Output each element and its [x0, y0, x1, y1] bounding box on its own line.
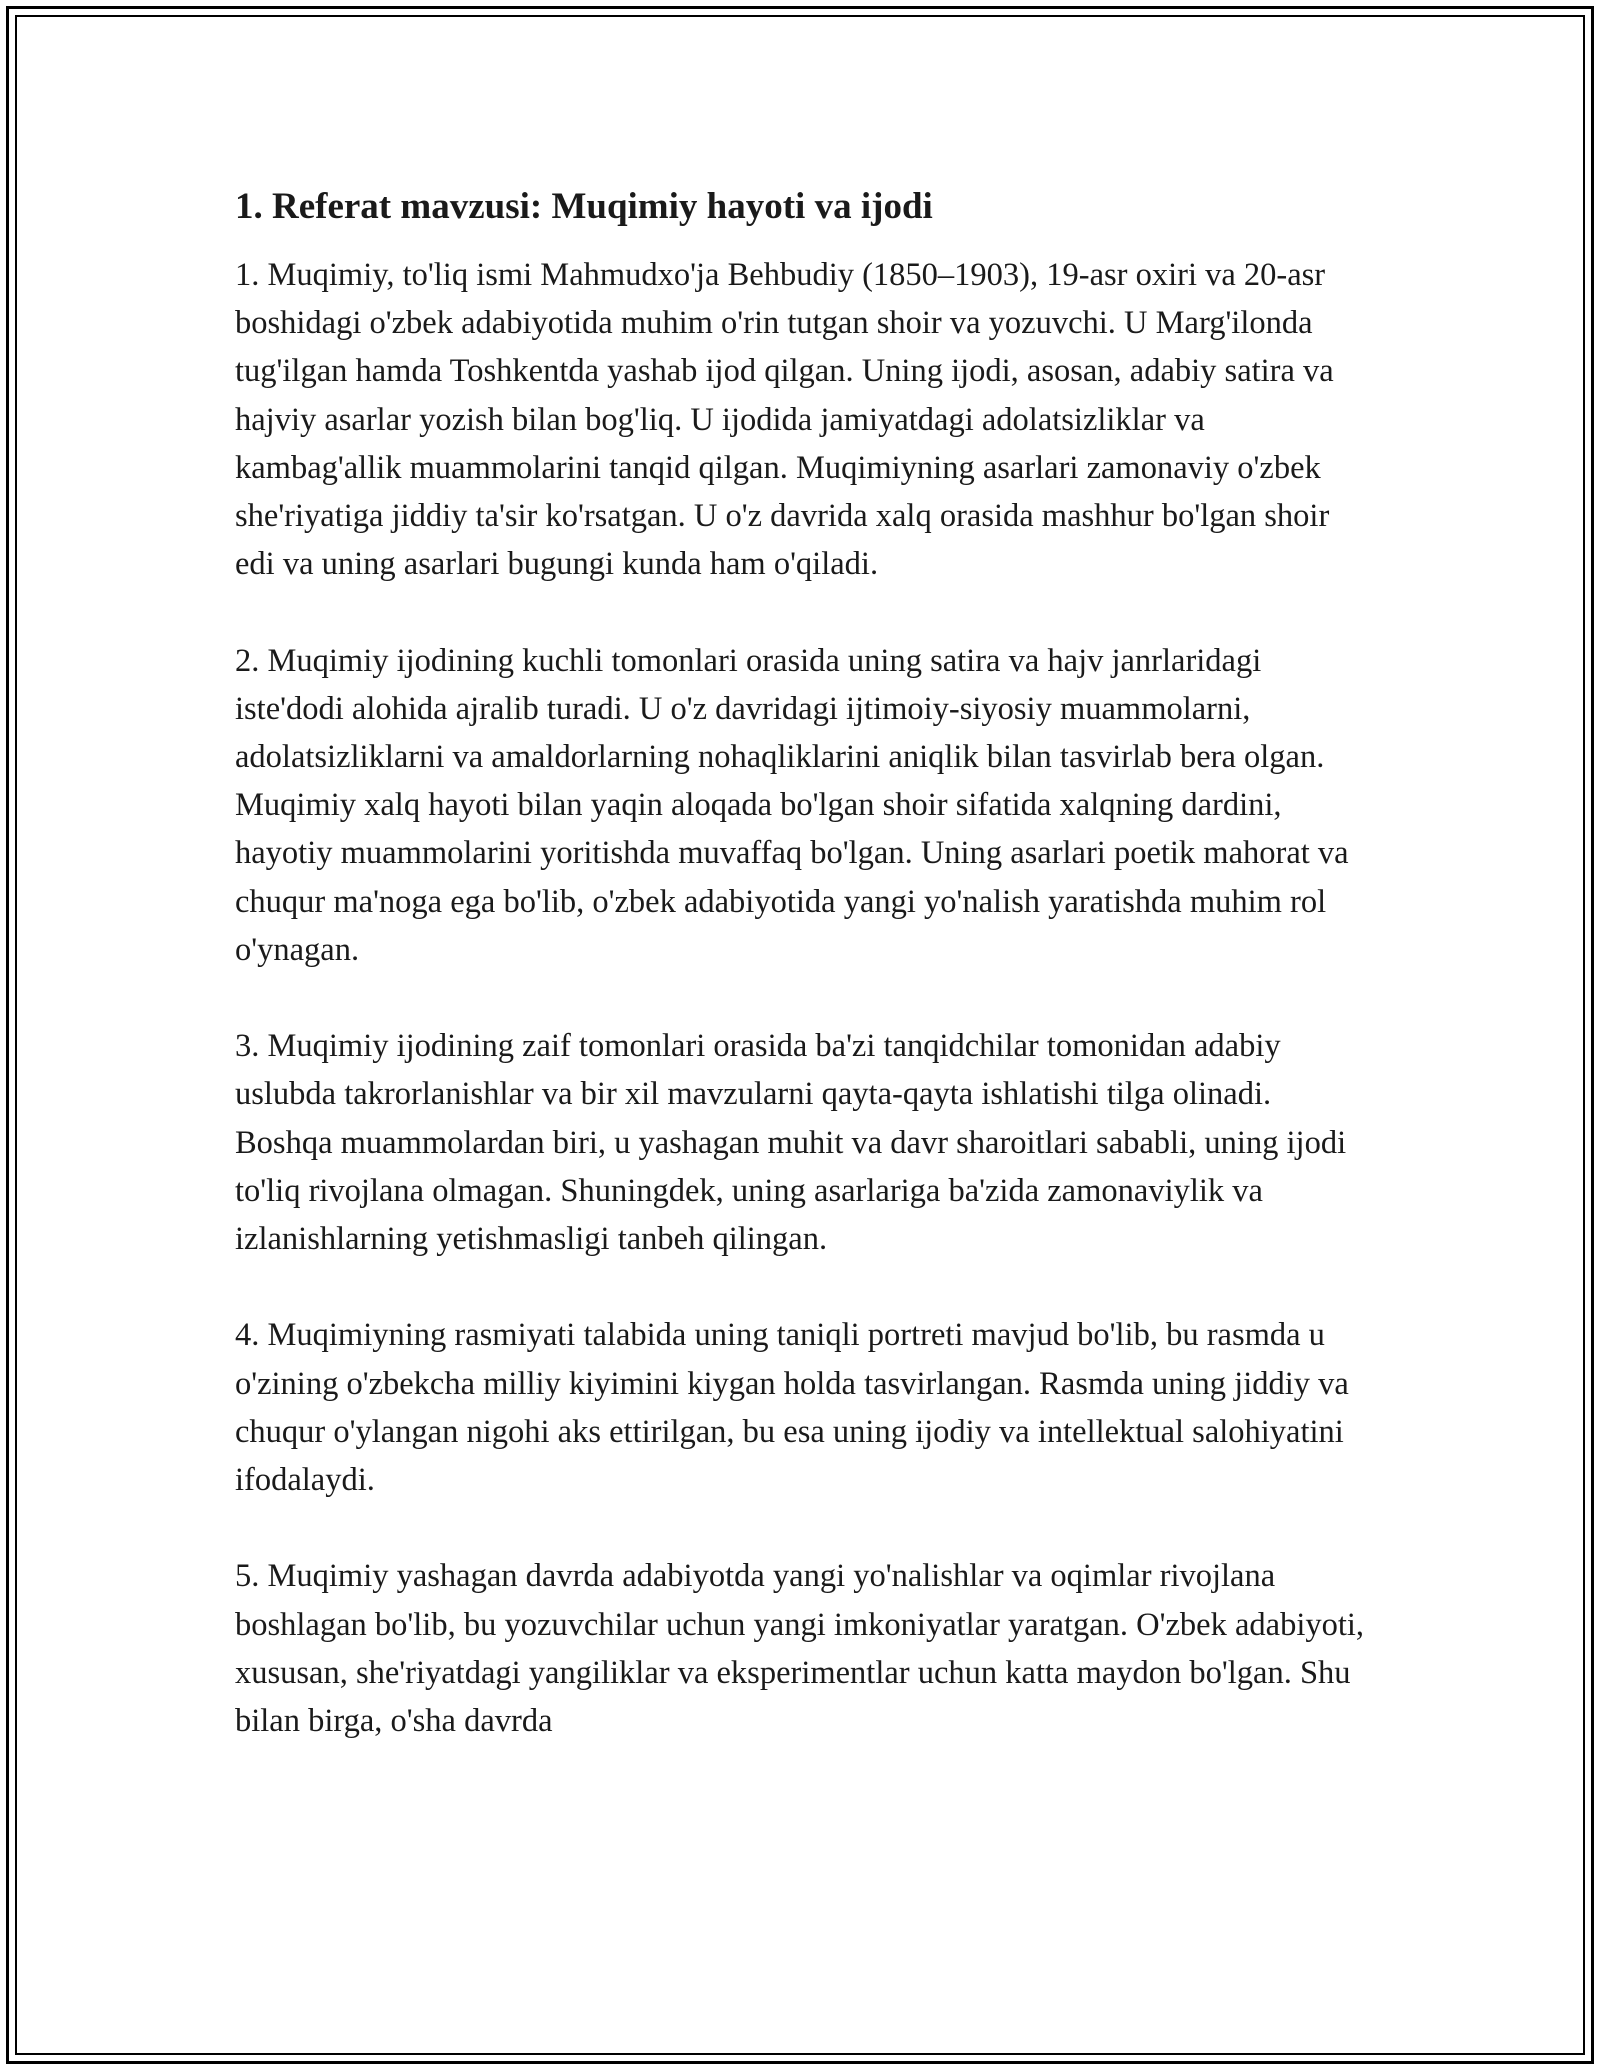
document-body	[235, 185, 1365, 1793]
paragraph-3: 3. Muqimiy ijodining zaif tomonlari orasida ba'zi tanqidchilar tomonidan adabiy uslubda takrorlanishlar va bir xil mavzularni qayta-qayta ishlatishi tilga olinadi. Boshqa muammolardan biri, u yashagan muhit va davr sharoitlari sababli, uning ijodi to'liq rivojlana olmagan. Shuningdek, uning asarlariga ba'zida zamonaviylik va izlanishlarning yetishmasligi tanbeh qilingan.	[235, 1028, 1347, 1258]
paragraph-1: 1. Muqimiy, to'liq ismi Mahmudxo'ja Behbudiy (1850–1903), 19-asr oxiri va 20-asr boshidagi o'zbek adabiyotida muhim o'rin tutgan shoir va yozuvchi. U Marg'ilonda tug'ilgan hamda Toshkentda yashab ijod qilgan. Uning ijodi, asosan, adabiy satira va hajviy asarlar yozish bilan bog'liq. U ijodida jamiyatdagi adolatsizliklar va kambag'allik muammolarini tanqid qilgan. Muqimiyning asarlari zamonaviy o'zbek she'riyatiga jiddiy ta'sir ko'rsatgan. U o'z davrida xalq orasida mashhur bo'lgan shoir edi va uning asarlari bugungi kunda ham o'qiladi.	[235, 257, 1334, 583]
paragraph-4: 4. Muqimiyning rasmiyati talabida uning taniqli portreti mavjud bo'lib, bu rasmda u o'zining o'zbekcha milliy kiyimini kiygan holda tasvirlangan. Rasmda uning jiddiy va chuqur o'ylangan nigohi aks ettirilgan, bu esa uning ijodiy va intellektual salohiyatini ifodalaydi.	[235, 1317, 1349, 1499]
paragraph-5: 5. Muqimiy yashagan davrda adabiyotda yangi yo'nalishlar va oqimlar rivojlana boshlagan bo'lib, bu yozuvchilar uchun yangi imkoniyatlar yaratgan. O'zbek adabiyoti, xususan, she'riyatdagi yangiliklar va eksperimentlar uchun katta maydon bo'lgan. Shu bilan birga, o'sha davrda	[235, 1558, 1365, 1740]
page-title: 1. Referat mavzusi: Muqimiy hayoti va ijodi	[235, 186, 933, 227]
paragraph-2: 2. Muqimiy ijodining kuchli tomonlari orasida uning satira va hajv janrlaridagi iste'dodi alohida ajralib turadi. U o'z davridagi ijtimoiy-siyosiy muammolarni, adolatsizliklarni va amaldorlarning nohaqliklarini aniqlik bilan tasvirlab bera olgan. Muqimiy xalq hayoti bilan yaqin aloqada bo'lgan shoir sifatida xalqning dardini, hayotiy muammolarini yoritishda muvaffaq bo'lgan. Uning asarlari poetik mahorat va chuqur ma'noga ega bo'lib, o'zbek adabiyotida yangi yo'nalish yaratishda muhim rol o'ynagan.	[235, 642, 1349, 968]
